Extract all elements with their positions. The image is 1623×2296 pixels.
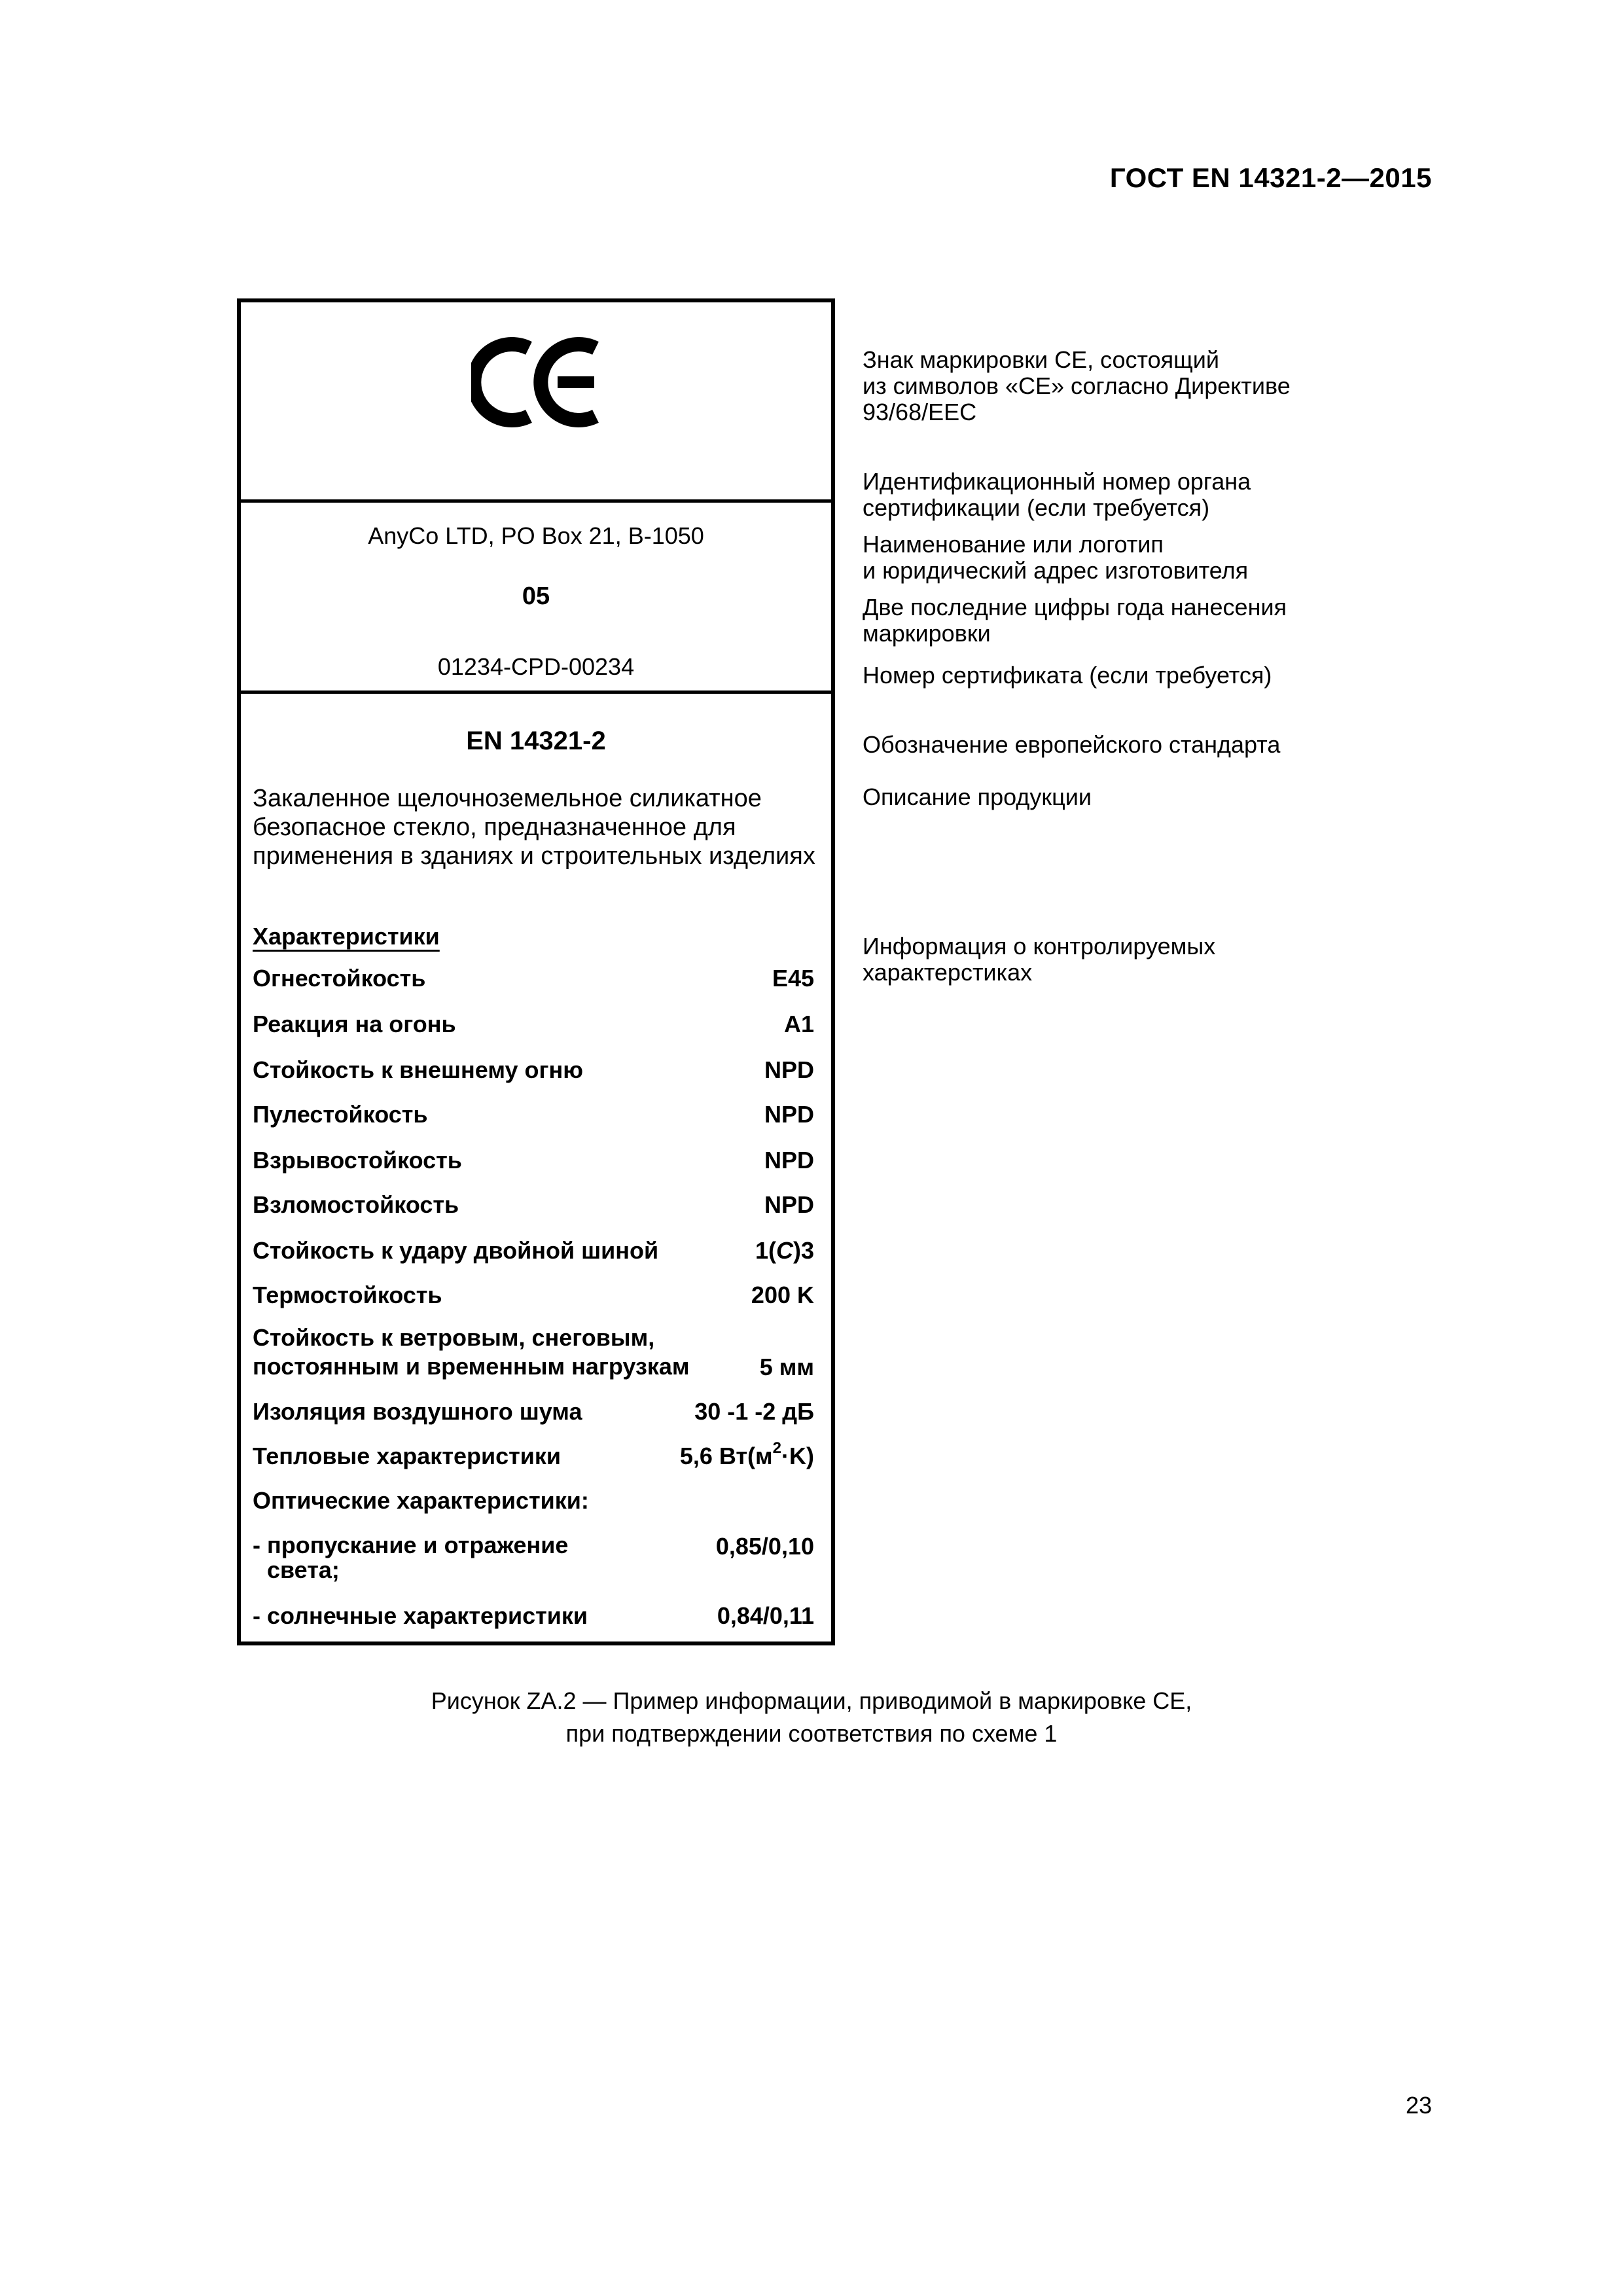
document-code: ГОСТ EN 14321-2—2015 (1109, 162, 1432, 193)
annotation-ce-mark: Знак маркировки CE, состоящий из символов «CE» согласно Директиве 93/68/EEC (863, 346, 1291, 425)
page-number: 23 (1405, 2092, 1432, 2119)
certificate-number: 01234-CPD-00234 (437, 653, 635, 680)
manufacturer-address: AnyCo LTD, PO Box 21, B-1050 (368, 522, 704, 549)
manufacturer-section (241, 503, 831, 694)
annotation-certificate: Номер сертификата (если требуется) (863, 662, 1272, 689)
figure-caption: Рисунок ZA.2 — Пример информации, приводимой в маркировке CE, при подтверждении соответствия по схеме 1 (431, 1687, 1192, 1747)
annotation-year: Две последние цифры года нанесения маркировки (863, 594, 1287, 647)
characteristic-row: - пропускание и отражение света; 0,85/0,10 (253, 1532, 814, 1583)
product-description: Закаленное щелочноземельное силикатное безопасное стекло, предназначенное для применения в зданиях и строительных изделиях (253, 785, 815, 870)
ce-mark-icon (471, 330, 609, 435)
characteristics-heading: Характеристики (253, 923, 440, 950)
standard-designation: EN 14321-2 (466, 726, 606, 755)
annotation-manufacturer: Наименование или логотип и юридический адрес изготовителя (863, 531, 1249, 584)
ce-marking-label: AnyCo LTD, PO Box 21, B-1050 05 01234-CPD-00234 EN 14321-2 Закаленное щелочноземельное силикатное безопасное стекло, предназначенное для применения в зданиях и строительных изделиях Характеристики Огнестойкость E45 Реакция на огонь A1 Стойкость к внешнему огню NPD Пулестойкость NPD Взрывостойкость NPD Взломостойкость NPD Стойкость к удару двойной шиной 1(C)3 Термостойкость 200 K Стойкость к ветровым, снеговым, постоянным и временным нагрузкам 5 мм Изоляция воздушного шума 30 -1 -2 дБ Тепловые характеристики 5,6 $Вт(м^2\cdot K)$ Оптические характеристики: - пропускание и отражение света; 0,85/0,10 - солнечные характеристики 0,84/0,11 (237, 298, 835, 1645)
characteristic-row: Стойкость к ветровым, снеговым, постоянным и временным нагрузкам 5 мм (253, 1324, 814, 1380)
annotation-description: Описание продукции (863, 783, 1092, 810)
annotation-characteristics: Информация о контролируемых характерстиках (863, 933, 1216, 986)
year-digits: 05 (522, 583, 550, 610)
annotation-standard: Обозначение европейского стандарта (863, 731, 1281, 758)
ce-mark-section (241, 302, 831, 503)
annotation-notified-body: Идентификационный номер органа сертификации (если требуется) (863, 468, 1251, 521)
